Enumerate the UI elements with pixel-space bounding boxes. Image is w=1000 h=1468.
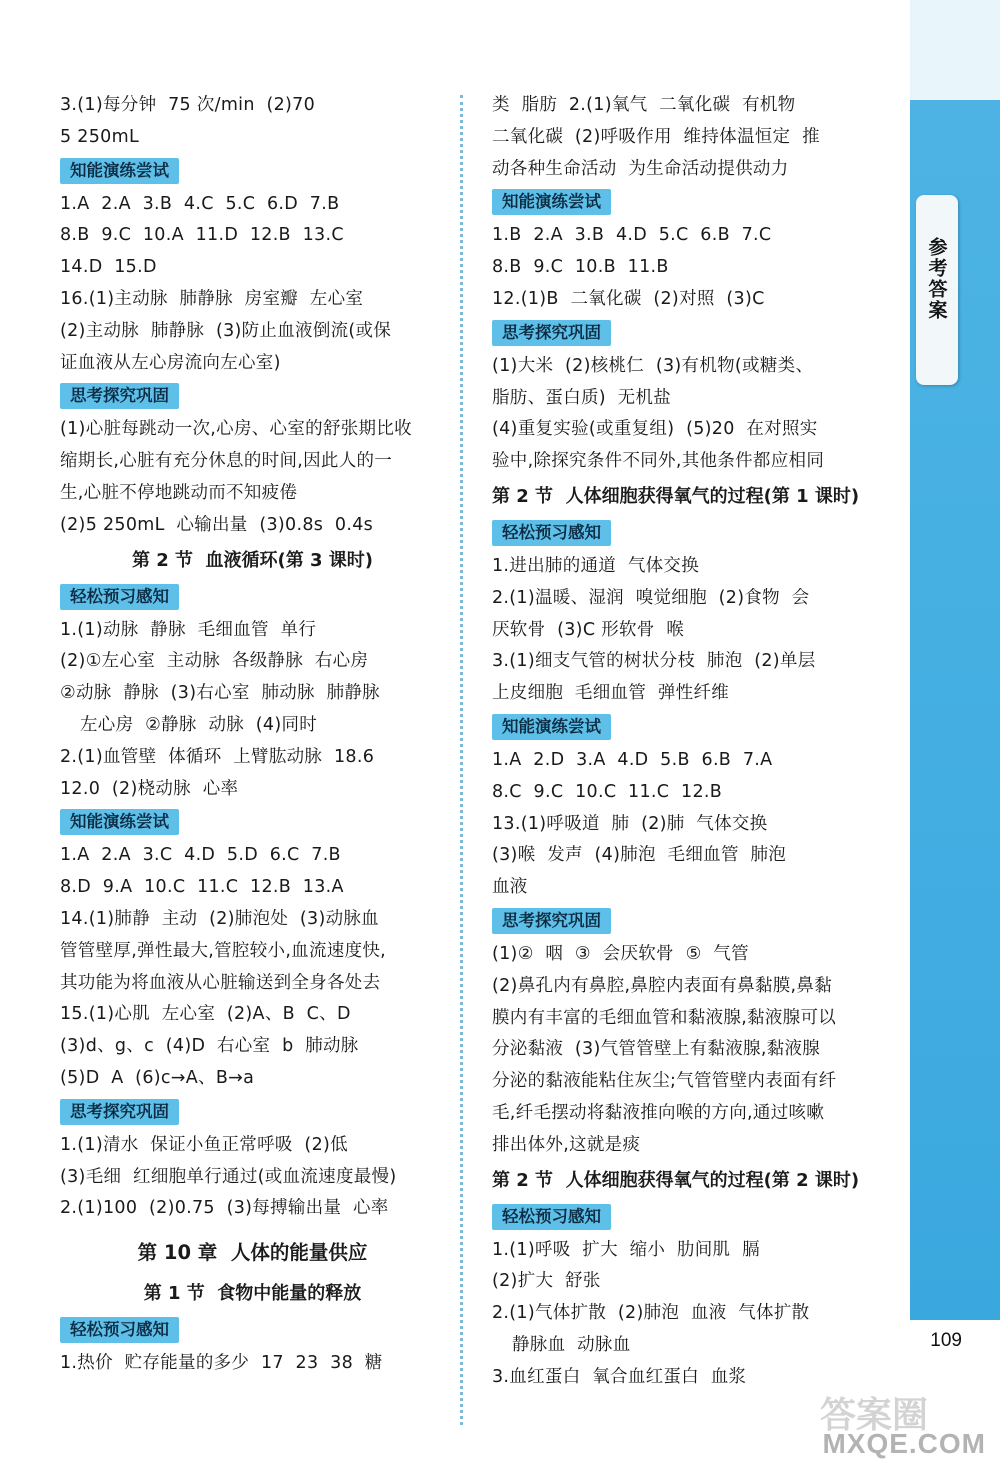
section-tag-wrapper — [492, 316, 877, 351]
answer-line: (2)5 250mL 心输出量 (3)0.8s 0.4s — [60, 514, 374, 535]
section-tag: 知能演练尝试 — [492, 714, 611, 740]
section-tag: 轻松预习感知 — [492, 520, 611, 546]
section-tag: 轻松预习感知 — [60, 1317, 179, 1343]
answer-line: (2)鼻孔内有鼻腔,鼻腔内表面有鼻黏膜,鼻黏 — [492, 975, 833, 996]
section-tag: 思考探究巩固 — [60, 1099, 179, 1125]
answer-line: ②动脉 静脉 (3)右心室 肺动脉 肺静脉 — [60, 683, 380, 704]
section-tag: 轻松预习感知 — [492, 1204, 611, 1230]
answer-line: 8.C 9.C 10.C 11.C 12.B — [492, 781, 723, 802]
section-tag-wrapper — [492, 710, 877, 745]
answer-line: 14.(1)肺静 主动 (2)肺泡处 (3)动脉血 — [60, 908, 379, 929]
answer-line: 左心房 ②静脉 动脉 (4)同时 — [80, 714, 318, 735]
answer-line: 分泌的黏液能粘住灰尘;气管管壁内表面有纤 — [492, 1071, 837, 1092]
answer-line: 5 250mL — [60, 126, 139, 147]
right-column — [492, 90, 877, 1394]
answer-line: 15.(1)心肌 左心室 (2)A、B C、D — [60, 1004, 351, 1025]
section-tag-wrapper — [492, 516, 877, 551]
section-heading: 第 2 节 人体细胞获得氧气的过程(第 2 课时) — [492, 1169, 860, 1191]
section-tag: 思考探究巩固 — [492, 908, 611, 934]
answer-line: (4)重复实验(或重复组) (5)20 在对照实 — [492, 419, 818, 440]
answer-line: 1.热价 贮存能量的多少 17 23 38 糖 — [60, 1353, 383, 1374]
answer-line: (1)大米 (2)核桃仁 (3)有机物(或糖类、 — [492, 355, 814, 376]
answer-line: 1.进出肺的通道 气体交换 — [492, 555, 700, 576]
answer-line: 脂肪、蛋白质) 无机盐 — [492, 387, 672, 408]
answer-line: 二氧化碳 (2)呼吸作用 维持体温恒定 推 — [492, 126, 820, 147]
section-heading: 第 2 节 血液循环(第 3 课时) — [131, 549, 374, 571]
chapter-heading: 第 10 章 人体的能量供应 — [137, 1241, 368, 1265]
section-tag: 轻松预习感知 — [60, 584, 179, 610]
answer-line: 生,心脏不停地跳动而不知疲倦 — [60, 482, 298, 503]
answer-line: 8.D 9.A 10.C 11.C 12.B 13.A — [60, 877, 344, 898]
section-tag: 思考探究巩固 — [492, 320, 611, 346]
section-tag-wrapper — [60, 805, 445, 840]
answer-line: 毛,纤毛摆动将黏液推向喉的方向,通过咳嗽 — [492, 1102, 825, 1123]
answer-line: 1.B 2.A 3.B 4.D 5.C 6.B 7.C — [492, 225, 772, 246]
answer-line: 3.(1)每分钟 75 次/min (2)70 — [60, 95, 316, 115]
answer-line: 静脉血 动脉血 — [512, 1334, 631, 1355]
answer-line: 厌软骨 (3)C 形软骨 喉 — [492, 619, 685, 640]
page-number: 109 — [930, 1330, 962, 1351]
answer-line: 证血液从左心房流向左心室) — [60, 352, 281, 373]
answer-line: 分泌黏液 (3)气管管壁上有黏液腺,黏液腺 — [492, 1039, 821, 1060]
answer-line: 2.(1)气体扩散 (2)肺泡 血液 气体扩散 — [492, 1303, 810, 1324]
side-tab-label: 参考答案 — [925, 237, 948, 321]
column-divider — [460, 95, 463, 1425]
section-tag-wrapper — [60, 1313, 445, 1348]
answer-line: (2)①左心室 主动脉 各级静脉 右心房 — [60, 651, 369, 672]
answer-line: 类 脂肪 2.(1)氧气 二氧化碳 有机物 — [492, 95, 796, 115]
answer-line: 12.0 (2)桡动脉 心率 — [60, 778, 239, 799]
answer-line: 14.D 15.D — [60, 257, 157, 278]
section-heading: 第 2 节 人体细胞获得氧气的过程(第 1 课时) — [492, 485, 860, 507]
answer-line: 2.(1)温暖、湿润 嗅觉细胞 (2)食物 会 — [492, 587, 810, 608]
watermark-logo-text: 答案圈 — [820, 1395, 929, 1436]
answer-line: 2.(1)血管壁 体循环 上臂肱动脉 18.6 — [60, 746, 375, 767]
answer-line: 1.(1)呼吸 扩大 缩小 肋间肌 膈 — [492, 1239, 760, 1260]
answer-line: 2.(1)100 (2)0.75 (3)每搏输出量 心率 — [60, 1198, 389, 1219]
answer-line: 8.B 9.C 10.A 11.D 12.B 13.C — [60, 225, 344, 246]
section-tag-wrapper — [60, 154, 445, 189]
section-tag-wrapper — [60, 1095, 445, 1130]
section-heading: 第 1 节 食物中能量的释放 — [143, 1283, 362, 1305]
answer-line: 上皮细胞 毛细血管 弹性纤维 — [492, 683, 730, 704]
watermark-text: MXQE.COM — [822, 1428, 986, 1459]
section-tag-wrapper — [492, 185, 877, 220]
answer-line: (5)D A (6)c→A、B→a — [60, 1067, 255, 1088]
answer-line: 膜内有丰富的毛细血管和黏液腺,黏液腺可以 — [492, 1007, 837, 1028]
answer-line: 1.(1)清水 保证小鱼正常呼吸 (2)低 — [60, 1134, 348, 1155]
answer-line: (3)毛细 红细胞单行通过(或血流速度最慢) — [60, 1166, 397, 1187]
answer-line: (3)喉 发声 (4)肺泡 毛细血管 肺泡 — [492, 845, 787, 866]
answer-line: 3.(1)细支气管的树状分枝 肺泡 (2)单层 — [492, 651, 816, 672]
answer-line: 缩期长,心脏有充分休息的时间,因此人的一 — [60, 451, 393, 472]
answer-line: (1)② 咽 ③ 会厌软骨 ⑤ 气管 — [492, 943, 749, 964]
answer-line: 1.A 2.D 3.A 4.D 5.B 6.B 7.A — [492, 749, 773, 770]
answer-line: 管管壁厚,弹性最大,管腔较小,血流速度快, — [60, 940, 387, 961]
section-tag: 知能演练尝试 — [60, 809, 179, 835]
answer-line: (2)扩大 舒张 — [492, 1271, 601, 1292]
answer-line: (2)主动脉 肺静脉 (3)防止血液倒流(或保 — [60, 320, 392, 341]
side-tab — [916, 195, 958, 385]
section-tag-wrapper — [492, 1200, 877, 1235]
answer-line: 其功能为将血液从心脏输送到全身各处去 — [60, 972, 381, 993]
section-tag-wrapper — [60, 580, 445, 615]
answer-line: 1.A 2.A 3.B 4.C 5.C 6.D 7.B — [60, 193, 340, 214]
answer-line: (3)d、g、c (4)D 右心室 b 肺动脉 — [60, 1036, 359, 1057]
section-tag-wrapper — [60, 379, 445, 414]
answer-line: 13.(1)呼吸道 肺 (2)肺 气体交换 — [492, 813, 768, 834]
answer-line: 16.(1)主动脉 肺静脉 房室瓣 左心室 — [60, 288, 364, 309]
answer-line: 血液 — [492, 877, 528, 898]
answer-line: 3.血红蛋白 氧合血红蛋白 血浆 — [492, 1366, 747, 1387]
answer-line: 8.B 9.C 10.B 11.B — [492, 257, 669, 278]
answer-line: 排出体外,这就是痰 — [492, 1134, 641, 1155]
section-tag: 知能演练尝试 — [492, 189, 611, 215]
left-column — [60, 90, 445, 1380]
section-tag: 知能演练尝试 — [60, 158, 179, 184]
answer-line: 验中,除探究条件不同外,其他条件都应相同 — [492, 451, 825, 472]
answer-line: 1.A 2.A 3.C 4.D 5.D 6.C 7.B — [60, 845, 341, 866]
section-tag: 思考探究巩固 — [60, 383, 179, 409]
answer-line: (1)心脏每跳动一次,心房、心室的舒张期比收 — [60, 419, 412, 440]
answer-line: 12.(1)B 二氧化碳 (2)对照 (3)C — [492, 288, 765, 309]
section-tag-wrapper — [492, 904, 877, 939]
answer-line: 1.(1)动脉 静脉 毛细血管 单行 — [60, 619, 317, 640]
answer-line: 动各种生命活动 为生命活动提供动力 — [492, 158, 789, 179]
